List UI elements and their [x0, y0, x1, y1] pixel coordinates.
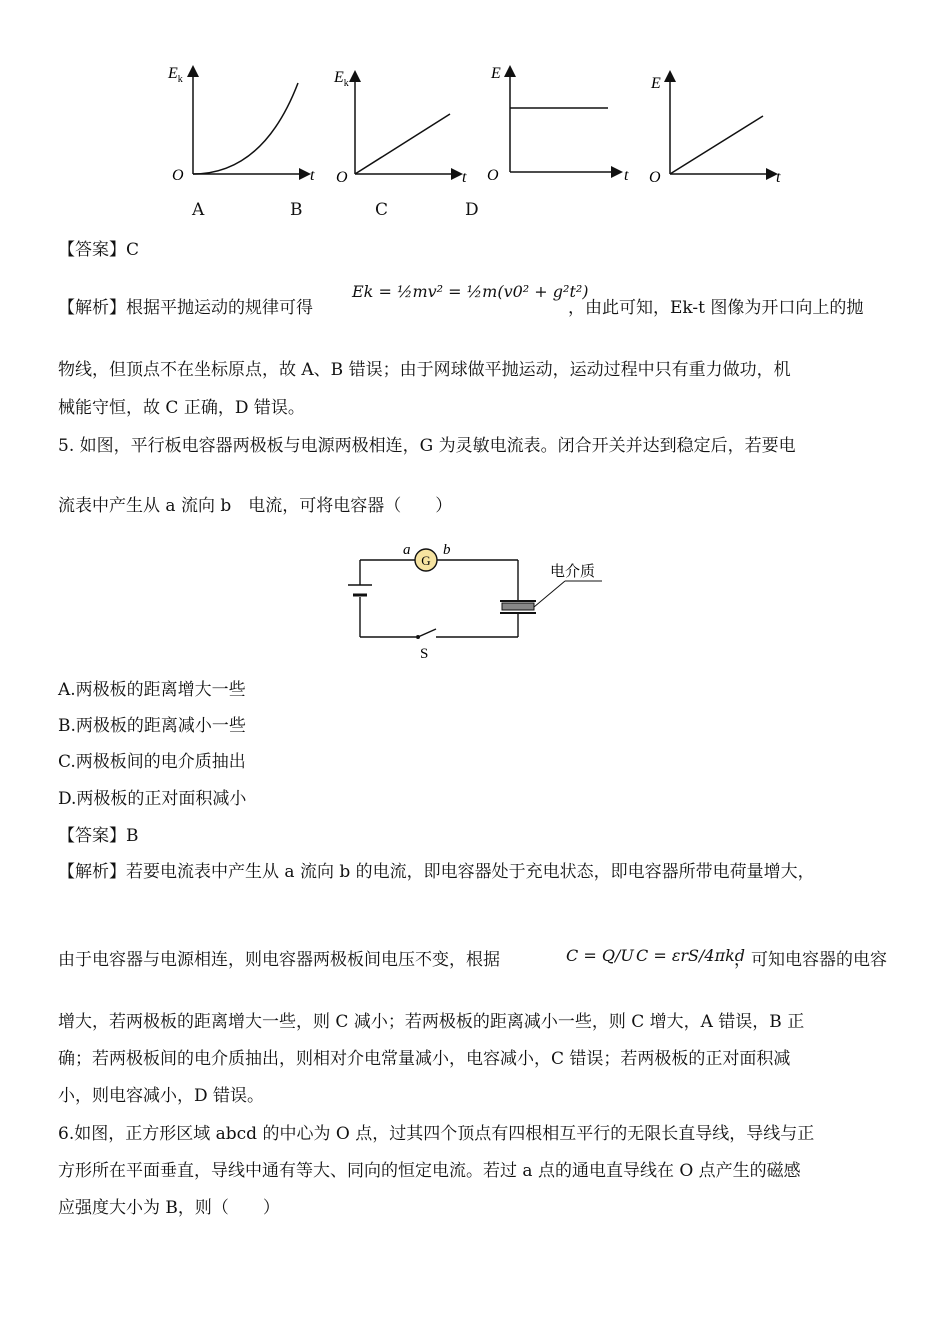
- q5-answer: 【答案】B: [58, 826, 139, 846]
- q4-formula: [352, 282, 589, 301]
- graph-a-origin: O: [172, 167, 184, 184]
- q5-stem-line1: 5. 如图，平行板电容器两极板与电源两极相连，G 为灵敏电流表。闭合开关并达到稳定后，若要电: [58, 436, 796, 456]
- q5-stem-line2: 流表中产生从 a 流向 b 电流，可将电容器（ ）: [58, 496, 453, 516]
- q6-stem-line3: 应强度大小为 B，则（ ）: [58, 1198, 280, 1218]
- graph-a-y-label: $E_k$: [168, 65, 183, 85]
- graph-a-x-label: t: [310, 167, 315, 184]
- graph-b-y-label: $E_k$: [334, 69, 349, 89]
- circuit-label-dielectric: 电介质: [550, 562, 596, 580]
- graph-c-x-label: t: [624, 167, 629, 184]
- graph-label-c: C: [375, 200, 389, 220]
- q5-analysis-line2-suffix: ，可知电容器的电容: [734, 950, 887, 970]
- q5-option-d: D.两极板的正对面积减小: [58, 789, 247, 809]
- graph-label-a: A: [192, 200, 205, 220]
- q4-formula-text: Ek = ½mv² = ½m(v0² + g²t²): [352, 282, 589, 301]
- q5-option-a: A.两极板的距离增大一些: [58, 680, 246, 700]
- q4-analysis-line2: 物线，但顶点不在坐标原点，故 A、B 错误；由于网球做平抛运动，运动过程中只有重力做功，机: [58, 360, 791, 380]
- graph-b: [333, 69, 467, 186]
- circuit-label-s: S: [420, 646, 429, 662]
- graph-label-b: B: [290, 200, 303, 220]
- q6-stem-line1: 6.如图，正方形区域 abcd 的中心为 O 点，过其四个顶点有四根相互平行的无限长直导线，导线与正: [58, 1124, 815, 1144]
- q5-analysis-line3: 增大，若两极板的距离增大一些，则 C 减小；若两极板的距离减小一些，则 C 增大，A 错误，B 正: [58, 1012, 805, 1032]
- graph-c-origin: O: [487, 167, 499, 184]
- graph-d-x-label: t: [776, 169, 781, 186]
- q4-answer: 【答案】C: [58, 240, 140, 260]
- graph-options-figure: [160, 58, 800, 188]
- graph-d-y-label: E: [651, 75, 661, 92]
- graph-c-y-label: E: [491, 65, 501, 82]
- q6-stem-line2: 方形所在平面垂直，导线中通有等大、同向的恒定电流。若过 a 点的通电直导线在 O 点产生的磁感: [58, 1161, 801, 1181]
- q5-formula-1: C = Q/U: [566, 946, 634, 965]
- galvanometer-label: G: [421, 553, 431, 568]
- circuit-label-b: b: [443, 542, 451, 558]
- graph-d: [649, 73, 781, 186]
- q4-analysis-prefix: 【解析】根据平抛运动的规律可得: [58, 298, 313, 318]
- graph-d-origin: O: [649, 169, 661, 186]
- q4-analysis-line3: 械能守恒，故 C 正确，D 错误。: [58, 398, 305, 418]
- graph-a: [167, 65, 315, 184]
- q5-analysis-line5: 小，则电容减小，D 错误。: [58, 1086, 265, 1106]
- graph-b-x-label: t: [462, 169, 467, 186]
- circuit-label-a: a: [403, 542, 411, 558]
- q4-analysis-suffix: ，由此可知，Ek-t 图像为开口向上的抛: [568, 298, 864, 318]
- q5-analysis-line1: 【解析】若要电流表中产生从 a 流向 b 的电流，即电容器处于充电状态，即电容器所带电荷量增大，: [58, 862, 815, 882]
- q5-analysis-line2-prefix: 由于电容器与电源相连，则电容器两极板间电压不变，根据: [58, 950, 500, 970]
- q5-option-b: B.两极板的距离减小一些: [58, 716, 246, 736]
- graph-c: [487, 65, 629, 184]
- q5-analysis-line4: 确；若两极板间的电介质抽出，则相对介电常量减小，电容减小，C 错误；若两极板的正对面积减: [58, 1049, 791, 1069]
- q5-formula-2: C = εrS/4πkd: [636, 946, 746, 965]
- circuit-diagram: [340, 535, 620, 665]
- galvanometer-icon: [415, 549, 437, 571]
- graph-label-d: D: [465, 200, 479, 220]
- graph-b-origin: O: [336, 169, 348, 186]
- q5-option-c: C.两极板间的电介质抽出: [58, 752, 246, 772]
